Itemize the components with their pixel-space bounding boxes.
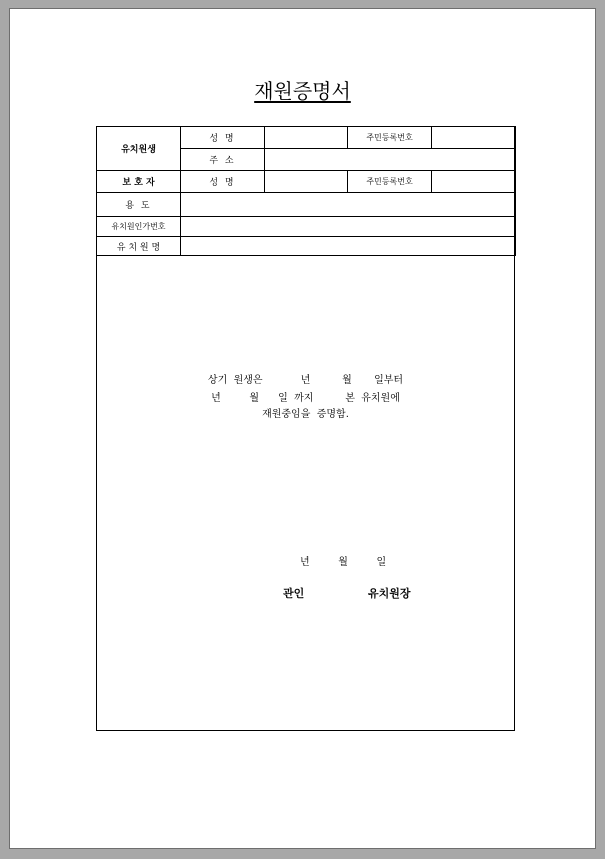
certificate-line-2: 년 월 일 까지 본 유치원에	[211, 393, 400, 404]
principal-label: 유치원장	[368, 587, 411, 600]
student-name-cell[interactable]	[265, 127, 348, 149]
purpose-cell[interactable]	[181, 193, 516, 217]
student-address-label: 주 소	[181, 149, 265, 171]
document-title: 재원증명서	[254, 79, 351, 103]
guardian-rrn-cell[interactable]	[432, 171, 516, 193]
guardian-name-cell[interactable]	[265, 171, 348, 193]
issue-date: 년 월 일	[300, 557, 387, 568]
certificate-line-1: 상기 원생은 년 월 일부터	[207, 375, 404, 386]
purpose-label: 용 도	[97, 193, 181, 217]
kindergarten-name-label: 유 치 원 명	[97, 237, 181, 256]
kindergarten-name-cell[interactable]	[181, 237, 516, 256]
info-table	[96, 126, 516, 256]
student-name-label: 성 명	[181, 127, 265, 149]
table-row	[97, 127, 516, 149]
student-address-cell[interactable]	[265, 149, 516, 171]
student-rrn-label: 주민등록번호	[348, 127, 432, 149]
student-label: 유치원생	[97, 127, 181, 171]
permit-number-label: 유치원인가번호	[97, 217, 181, 237]
table-row	[97, 217, 516, 237]
table-row	[97, 171, 516, 193]
guardian-label: 보 호 자	[97, 171, 181, 193]
certificate-line-3: 재원중임을 증명함.	[262, 409, 349, 420]
guardian-rrn-label: 주민등록번호	[348, 171, 432, 193]
student-rrn-cell[interactable]	[432, 127, 516, 149]
guardian-name-label: 성 명	[181, 171, 265, 193]
official-seal-label: 관인	[283, 587, 305, 600]
table-row	[97, 193, 516, 217]
table-row	[97, 237, 516, 256]
permit-number-cell[interactable]	[181, 217, 516, 237]
